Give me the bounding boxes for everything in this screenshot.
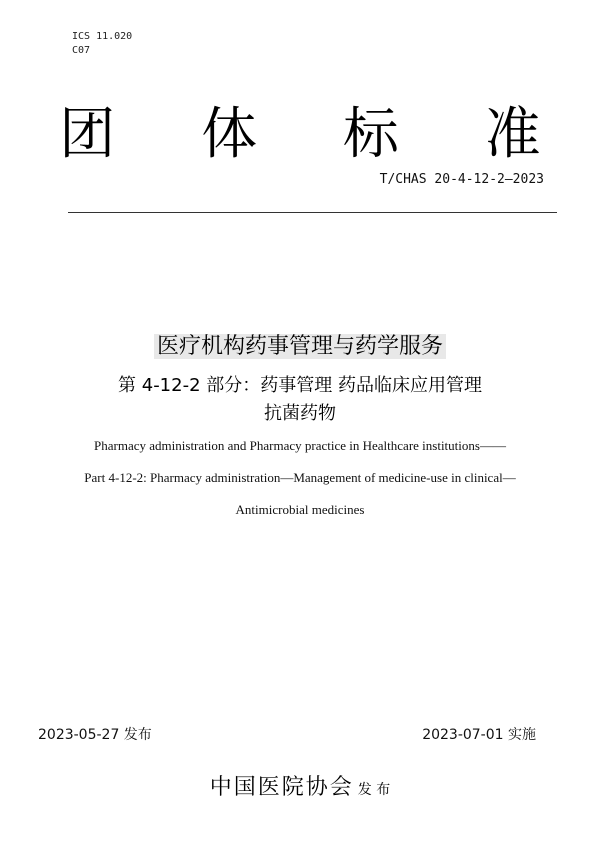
english-title (0, 436, 600, 532)
ccs-code: C07 (72, 45, 91, 56)
document-type-title: 团 体 标 准 (59, 102, 575, 167)
classification-codes (72, 30, 132, 58)
chinese-main-title (0, 330, 600, 364)
english-title-line1: Pharmacy administration and Pharmacy practice in Healthcare institutions—— (94, 438, 506, 453)
implement-date: 2023-07-01 实施 (422, 727, 536, 743)
english-title-line3: Antimicrobial medicines (235, 502, 365, 517)
issuer (0, 770, 600, 801)
english-title-line2: Part 4-12-2: Pharmacy administration—Management of medicine-use in clinical— (84, 470, 516, 485)
header-divider (68, 212, 557, 213)
standard-number: T/CHAS 20-4-12-2—2023 (379, 172, 544, 187)
chinese-subtitle-line2: 抗菌药物 (264, 403, 336, 424)
chinese-subtitle-line1: 第 4-12-2 部分：药事管理 药品临床应用管理 (118, 375, 482, 396)
chinese-subtitle (0, 372, 600, 428)
ics-code: ICS 11.020 (72, 31, 133, 42)
chinese-main-title-text: 医疗机构药事管理与药学服务 (154, 334, 446, 359)
publish-date: 2023-05-27 发布 (38, 727, 152, 743)
issuer-action: 发 布 (357, 782, 391, 798)
issuer-name: 中国医院协会 (209, 775, 354, 800)
